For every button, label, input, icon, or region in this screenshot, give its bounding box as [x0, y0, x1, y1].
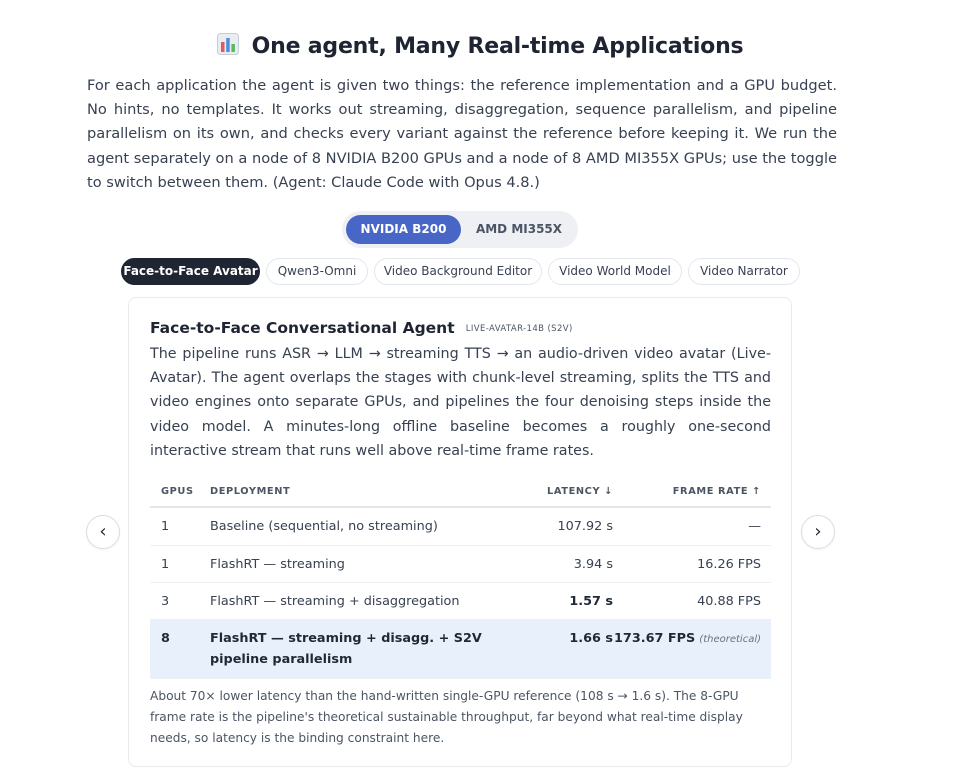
cell-latency: 1.66 s — [569, 631, 613, 646]
cell-gpus: 8 — [161, 631, 170, 646]
cell-latency: 107.92 s — [557, 519, 613, 534]
application-card — [128, 297, 792, 767]
results-table — [150, 478, 771, 679]
chevron-left-icon: ‹ — [99, 521, 107, 542]
table-row — [150, 583, 771, 620]
table-header — [150, 478, 771, 508]
model-tag: LIVE-AVATAR-14B (S2V) — [465, 324, 573, 334]
bar-chart-emoji-icon — [217, 33, 239, 55]
cell-frame-rate-wrapper — [614, 631, 761, 646]
table-row — [150, 508, 771, 546]
tab-video-narrator[interactable]: Video Narrator — [688, 258, 800, 285]
cell-deployment: FlashRT — streaming — [210, 557, 345, 572]
cell-frame-rate: 16.26 FPS — [697, 557, 761, 572]
card-footnote: About 70× lower latency than the hand-written single-GPU reference (108 s → 1.6 s). The 8-GPU frame rate is the pipeline's theoretical sustainable throughput, far beyond what real-time display needs, so latency is the binding constraint here. — [150, 689, 743, 745]
tab-qwen3-omni[interactable]: Qwen3-Omni — [266, 258, 368, 285]
card-description: The pipeline runs ASR → LLM → streaming TTS → an audio-driven video avatar (Live-Avatar). The agent overlaps the stages with chunk-level streaming, splits the TTS and video engines onto separate GPUs, and pipelines the four denoising steps inside the video model. A minutes-long offline baseline becomes a roughly one-second interactive stream that runs well above real-time frame rates. — [150, 346, 771, 459]
chevron-right-icon: › — [814, 521, 822, 542]
cell-gpus: 3 — [161, 594, 170, 609]
header-deployment: DEPLOYMENT — [210, 486, 291, 497]
tab-face-to-face-avatar[interactable]: Face-to-Face Avatar — [121, 258, 260, 285]
cell-frame-rate: — — [748, 519, 761, 534]
theoretical-note: (theoretical) — [699, 634, 761, 645]
cell-deployment: FlashRT — streaming + disaggregation — [210, 594, 460, 609]
next-arrow-button[interactable] — [801, 515, 835, 549]
cell-latency: 1.57 s — [569, 594, 613, 609]
table-row — [150, 546, 771, 583]
card-title — [150, 318, 573, 337]
tab-video-background-editor[interactable]: Video Background Editor — [374, 258, 542, 285]
tab-video-world-model[interactable]: Video World Model — [548, 258, 682, 285]
toggle-nvidia-b200[interactable]: NVIDIA B200 — [346, 215, 461, 244]
table-row-highlighted — [150, 620, 771, 679]
cell-frame-rate: 40.88 FPS — [697, 594, 761, 609]
cell-deployment: Baseline (sequential, no streaming) — [210, 519, 438, 534]
page-title: One agent, Many Real-time Applications — [251, 34, 744, 59]
cell-latency: 3.94 s — [573, 557, 613, 572]
cell-deployment: FlashRT — streaming + disagg. + S2V pipeline parallelism — [210, 631, 482, 667]
hardware-toggle — [342, 211, 578, 248]
cell-gpus: 1 — [161, 557, 170, 572]
header-gpus: GPUS — [161, 486, 194, 497]
header-frame-rate[interactable]: FRAME RATE ↑ — [672, 486, 761, 497]
header-latency[interactable]: LATENCY ↓ — [547, 486, 613, 497]
section-header — [0, 34, 960, 59]
cell-gpus: 1 — [161, 519, 170, 534]
intro-paragraph: For each application the agent is given two things: the reference implementation and a GPU budget. No hints, no templates. It works out streaming, disaggregation, sequence parallelism, and pipeline parallelism on its own, and checks every variant against the reference before keeping it. We run the agent separately on a node of 8 NVIDIA B200 GPUs and a node of 8 AMD MI355X GPUs; use the toggle to switch between them. (Agent: Claude Code with Opus 4.8.) — [87, 77, 837, 191]
card-title-text: Face-to-Face Conversational Agent — [150, 319, 455, 337]
previous-arrow-button[interactable] — [86, 515, 120, 549]
toggle-amd-mi355x[interactable]: AMD MI355X — [475, 222, 563, 236]
cell-frame-rate: 173.67 FPS — [614, 631, 696, 646]
